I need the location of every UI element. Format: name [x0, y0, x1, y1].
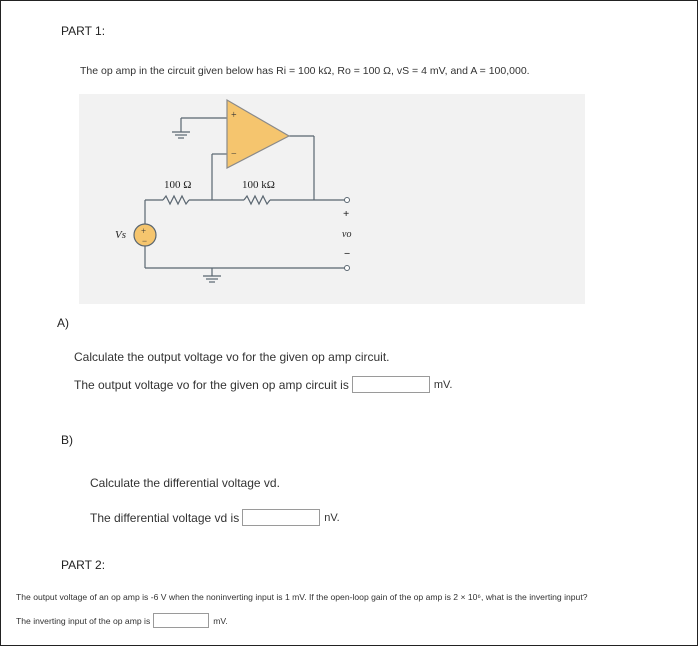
- question-b-label: B): [61, 433, 73, 447]
- source-plus-sign: +: [141, 226, 147, 236]
- question-a-answer-input[interactable]: [352, 376, 430, 393]
- r1-label: 100 Ω: [164, 179, 192, 191]
- part2-answer-row: [16, 613, 228, 628]
- question-b-prompt: Calculate the differential voltage vd.: [90, 476, 280, 490]
- part2-answer-prefix: The inverting input of the op amp is: [16, 615, 151, 626]
- output-plus-label: +: [343, 208, 350, 220]
- source-minus-sign: −: [142, 236, 148, 246]
- question-a-prompt: Calculate the output voltage vo for the given op amp circuit.: [74, 350, 390, 364]
- part1-intro: The op amp in the circuit given below has Ri = 100 kΩ, Ro = 100 Ω, vS = 4 mV, and A = 100,000.: [80, 65, 530, 77]
- question-b-answer-row: [90, 509, 340, 526]
- opamp-plus-label: +: [231, 110, 237, 121]
- part2-answer-input[interactable]: [153, 613, 209, 628]
- question-a-answer-row: [74, 376, 452, 393]
- question-b-unit: nV.: [324, 511, 340, 524]
- part2-title: PART 2:: [61, 558, 106, 572]
- part1-title: PART 1:: [61, 24, 106, 38]
- part2-unit: mV.: [213, 615, 228, 626]
- question-b-answer-input[interactable]: [242, 509, 320, 526]
- question-a-label: A): [57, 316, 69, 330]
- source-label: Vs: [115, 229, 126, 241]
- circuit-diagram: [79, 94, 585, 304]
- question-a-answer-prefix: The output voltage vo for the given op amp circuit is: [74, 377, 349, 392]
- question-a-unit: mV.: [433, 378, 453, 391]
- r2-label: 100 kΩ: [242, 179, 275, 191]
- output-label: vo: [342, 229, 352, 240]
- output-minus-label: −: [344, 248, 351, 260]
- question-b-answer-prefix: The differential voltage vd is: [90, 510, 240, 525]
- opamp-minus-label: −: [231, 149, 237, 160]
- part2-question: The output voltage of an op amp is -6 V when the noninverting input is 1 mV. If the open-loop gain of the op amp is 2 × 10⁶, what is the inverting input?: [16, 592, 588, 602]
